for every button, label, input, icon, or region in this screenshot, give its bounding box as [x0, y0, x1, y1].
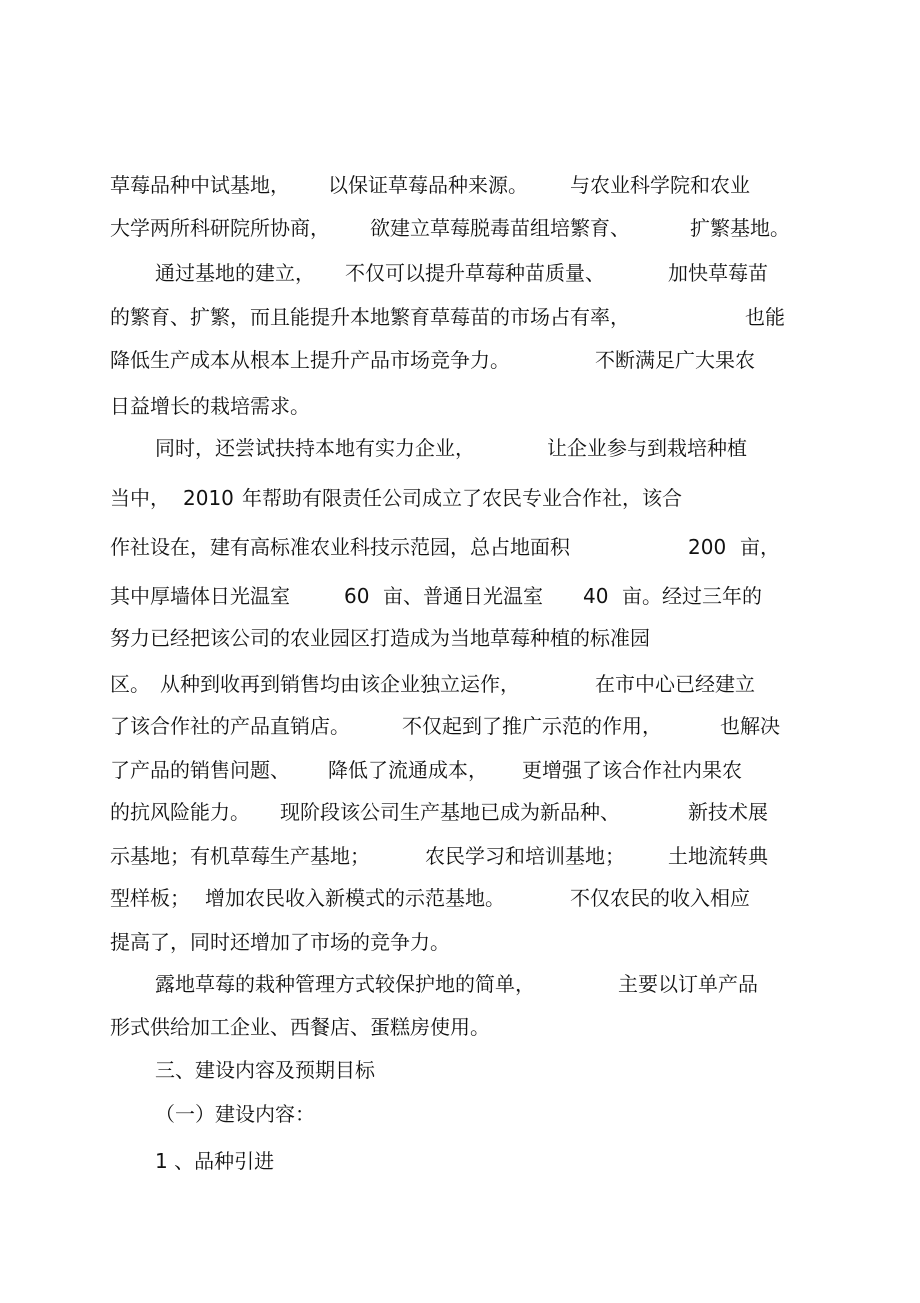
text-segment: 日益增长的栽培需求。 — [110, 394, 310, 418]
text-segment: 亩、普通日光温室 — [383, 584, 543, 608]
text-segment: 不仅可以提升草莓种苗质量、 — [345, 261, 605, 285]
text-segment: 不仅起到了推广示范的作用， — [402, 714, 662, 738]
text-segment: 作社设在，建有高标准农业科技示范园，总占地面积 — [110, 535, 570, 559]
text-segment: 露地草莓的栽种管理方式较保护地的简单， — [155, 972, 535, 996]
text-segment: 形式供给加工企业、西餐店、蛋糕房使用。 — [110, 1015, 490, 1039]
text-segment: 降低生产成本从根本上提升产品市场竞争力。 — [110, 348, 510, 372]
text-segment: 其中厚墙体日光温室 — [110, 584, 290, 608]
text-segment: 降低了流通成本， — [328, 758, 488, 782]
text-segment: 40 — [583, 584, 609, 608]
text-segment: 的繁育、扩繁，而且能提升本地繁育草莓苗的市场占有率， — [110, 305, 630, 329]
text-segment: 扩繁基地。 — [690, 216, 790, 240]
text-segment: 亩， — [740, 535, 780, 559]
text-segment: 增加农民收入新模式的示范基地。 — [205, 886, 505, 910]
text-segment: 不仅农民的收入相应 — [570, 886, 750, 910]
text-segment: 也解决 — [720, 714, 780, 738]
text-segment: 让企业参与到栽培种植 — [547, 436, 747, 460]
text-segment: 三、建设内容及预期目标 — [155, 1058, 375, 1082]
text-segment: 示基地；有机草莓生产基地； — [110, 844, 370, 868]
text-segment: 的抗风险能力。 — [110, 800, 250, 824]
text-segment: 加快草莓苗 — [668, 261, 768, 285]
text-segment: 更增强了该合作社内果农 — [522, 758, 742, 782]
text-segment: 亩。经过三年的 — [622, 584, 762, 608]
text-segment: 以保证草莓品种来源。 — [328, 173, 528, 197]
text-segment: 欲建立草莓脱毒苗组培繁育、 — [370, 216, 630, 240]
text-segment: 主要以订单产品 — [618, 972, 758, 996]
text-segment: 不断满足广大果农 — [595, 348, 755, 372]
text-segment: 提高了，同时还增加了市场的竞争力。 — [110, 930, 450, 954]
text-segment: 在市中心已经建立 — [595, 672, 755, 696]
text-segment: 新技术展 — [688, 800, 768, 824]
text-segment: 200 — [688, 535, 727, 559]
text-segment: 努力已经把该公司的农业园区打造成为当地草莓种植的标准园 — [110, 626, 650, 650]
text-segment: 型样板； — [110, 886, 190, 910]
text-segment: 1 、品种引进 — [155, 1149, 275, 1173]
text-segment: 区。 — [110, 672, 150, 696]
text-segment: 土地流转典 — [668, 844, 768, 868]
text-segment: 从种到收再到销售均由该企业独立运作， — [160, 672, 520, 696]
text-segment: 现阶段该公司生产基地已成为新品种、 — [280, 800, 620, 824]
text-segment: 60 — [344, 584, 370, 608]
text-segment: 农民学习和培训基地； — [425, 844, 625, 868]
text-segment: 了该合作社的产品直销店。 — [110, 714, 350, 738]
text-segment: 与农业科学院和农业 — [570, 173, 750, 197]
text-segment: 了产品的销售问题、 — [110, 758, 290, 782]
text-segment: 年帮助有限责任公司成立了农民专业合作社，该合 — [242, 486, 682, 510]
text-segment: 2010 — [183, 486, 234, 510]
text-segment: （一）建设内容： — [155, 1102, 315, 1126]
text-segment: 大学两所科研院所协商， — [110, 216, 330, 240]
text-segment: 当中， — [110, 486, 170, 510]
text-segment: 通过基地的建立， — [155, 261, 315, 285]
text-segment: 也能 — [745, 305, 785, 329]
text-segment: 同时，还尝试扶持本地有实力企业， — [155, 436, 475, 460]
text-segment: 草莓品种中试基地， — [110, 173, 290, 197]
